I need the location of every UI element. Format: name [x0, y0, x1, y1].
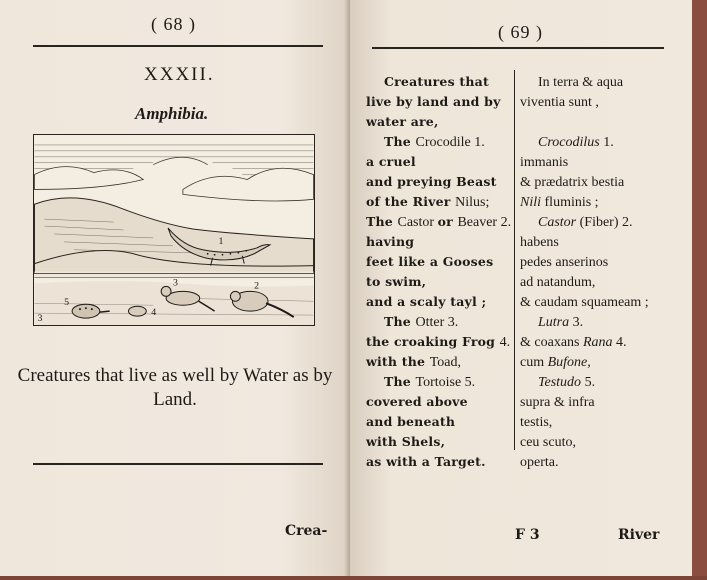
- english-line: [366, 272, 514, 292]
- english-line: [366, 392, 514, 412]
- figure-number-3b: 3: [37, 313, 43, 325]
- latin-line: [520, 392, 685, 412]
- figure-number-4: 4: [151, 307, 157, 319]
- catchword-right: River: [618, 527, 660, 543]
- amphibia-engraving: [33, 134, 315, 326]
- english-line: [366, 192, 514, 212]
- english-line: [366, 312, 514, 332]
- english-line: [366, 112, 514, 132]
- english-text: or: [437, 214, 458, 229]
- latin-text: fluminis ;: [544, 195, 599, 210]
- english-line: [366, 172, 514, 192]
- latin-line: [520, 132, 685, 152]
- english-text: The: [384, 374, 416, 389]
- latin-text: supra & infra: [520, 395, 595, 410]
- latin-line: [520, 272, 685, 292]
- latin-line: [520, 252, 685, 272]
- english-line: [366, 132, 514, 152]
- english-text: feet like a Gooses: [366, 254, 494, 269]
- latin-text: pedes anserinos: [520, 255, 609, 270]
- english-text: and beneath: [366, 414, 456, 429]
- english-line: [366, 332, 514, 352]
- english-line: [366, 92, 514, 112]
- latin-line: [520, 112, 685, 132]
- latin-text: testis,: [520, 415, 553, 430]
- latin-line: [520, 352, 685, 372]
- left-page: [0, 0, 350, 576]
- english-line: [366, 372, 514, 392]
- english-text: and a scaly tayl ;: [366, 294, 487, 309]
- english-text: The: [366, 214, 398, 229]
- latin-line: [520, 372, 685, 392]
- latin-line: [520, 312, 685, 332]
- english-line: [366, 72, 514, 92]
- latin-text: Bufone,: [547, 355, 591, 370]
- latin-text: ad natandum,: [520, 275, 596, 290]
- latin-line: [520, 152, 685, 172]
- english-text: of the River: [366, 194, 456, 209]
- english-line: [366, 432, 514, 452]
- engraving-illustration: [34, 135, 314, 325]
- english-text: Creatures that: [384, 74, 489, 89]
- figure-number-5: 5: [64, 297, 70, 309]
- latin-text: 3.: [572, 315, 584, 330]
- latin-text: immanis: [520, 155, 569, 170]
- english-text: with the: [366, 354, 430, 369]
- latin-text: Nili: [520, 195, 545, 210]
- english-text: live by land and by: [366, 94, 501, 109]
- book-cover-edge: [692, 0, 707, 580]
- latin-text: & prædatrix bestia: [520, 175, 625, 190]
- book-cover-bottom: [0, 576, 707, 580]
- latin-column: [520, 72, 685, 472]
- latin-text: Castor: [538, 215, 580, 230]
- english-line: [366, 352, 514, 372]
- english-column: [366, 72, 514, 472]
- latin-text: & caudam squameam ;: [520, 295, 649, 310]
- english-line: [366, 412, 514, 432]
- figure-number-3: 3: [173, 277, 178, 289]
- english-text: The: [384, 314, 416, 329]
- latin-text: In terra & aqua: [538, 75, 624, 90]
- latin-line: [520, 452, 685, 472]
- latin-text: ceu scuto,: [520, 435, 576, 450]
- english-text: Castor: [397, 215, 438, 230]
- latin-line: [520, 192, 685, 212]
- illustration-caption: Creatures that live as well by Water as by Land.: [17, 365, 333, 410]
- english-text: Nilus;: [455, 195, 490, 210]
- english-text: a cruel: [366, 154, 416, 169]
- english-text: the croaking Frog: [366, 334, 500, 349]
- latin-text: operta.: [520, 455, 559, 470]
- page-number-left: ( 68 ): [151, 14, 196, 34]
- english-text: and preying Beast: [366, 174, 497, 189]
- english-text: Tortoise 5.: [415, 375, 476, 390]
- english-line: [366, 212, 514, 232]
- latin-line: [520, 212, 685, 232]
- english-text: as with a Target.: [366, 454, 486, 469]
- latin-text: (Fiber) 2.: [579, 215, 633, 230]
- latin-line: [520, 432, 685, 452]
- english-text: The: [384, 134, 416, 149]
- latin-text: Rana: [582, 335, 617, 350]
- latin-text: cum: [520, 355, 548, 370]
- latin-text: habens: [520, 235, 559, 250]
- english-line: [366, 452, 514, 472]
- english-text: 4.: [499, 335, 511, 350]
- english-text: Otter 3.: [415, 315, 459, 330]
- latin-text: Testudo: [538, 375, 585, 390]
- latin-line: [520, 172, 685, 192]
- latin-text: 5.: [584, 375, 596, 390]
- english-text: water are,: [366, 114, 439, 129]
- chapter-subtitle: Amphibia.: [135, 104, 209, 123]
- latin-line: [520, 72, 685, 92]
- english-text: covered above: [366, 394, 468, 409]
- figure-number-2: 2: [254, 280, 260, 292]
- english-line: [366, 152, 514, 172]
- latin-line: [520, 292, 685, 312]
- english-line: [366, 292, 514, 312]
- latin-line: [520, 232, 685, 252]
- latin-text: & coaxans: [520, 335, 583, 350]
- latin-text: Crocodilus: [538, 135, 604, 150]
- latin-text: viventia sunt ,: [520, 95, 599, 110]
- column-divider: [514, 70, 515, 450]
- figure-number-1: 1: [218, 235, 224, 247]
- latin-line: [520, 412, 685, 432]
- english-text: Toad,: [429, 355, 461, 370]
- english-text: Beaver 2.: [457, 215, 512, 230]
- english-text: Crocodile 1.: [415, 135, 485, 150]
- english-text: with Shels,: [366, 434, 446, 449]
- english-text: having: [366, 234, 415, 249]
- signature-mark: F 3: [515, 527, 540, 543]
- page-number-right: ( 69 ): [498, 22, 543, 42]
- footer-rule-left: [33, 463, 323, 465]
- latin-text: 4.: [616, 335, 627, 350]
- latin-text: 1.: [603, 135, 614, 150]
- english-line: [366, 232, 514, 252]
- catchword-left: Crea-: [285, 523, 328, 539]
- latin-line: [520, 332, 685, 352]
- latin-text: Lutra: [538, 315, 573, 330]
- latin-line: [520, 92, 685, 112]
- chapter-number: XXXII.: [144, 64, 215, 85]
- header-rule-right: [372, 47, 664, 49]
- english-text: to swim,: [366, 274, 427, 289]
- english-line: [366, 252, 514, 272]
- header-rule-left: [33, 45, 323, 47]
